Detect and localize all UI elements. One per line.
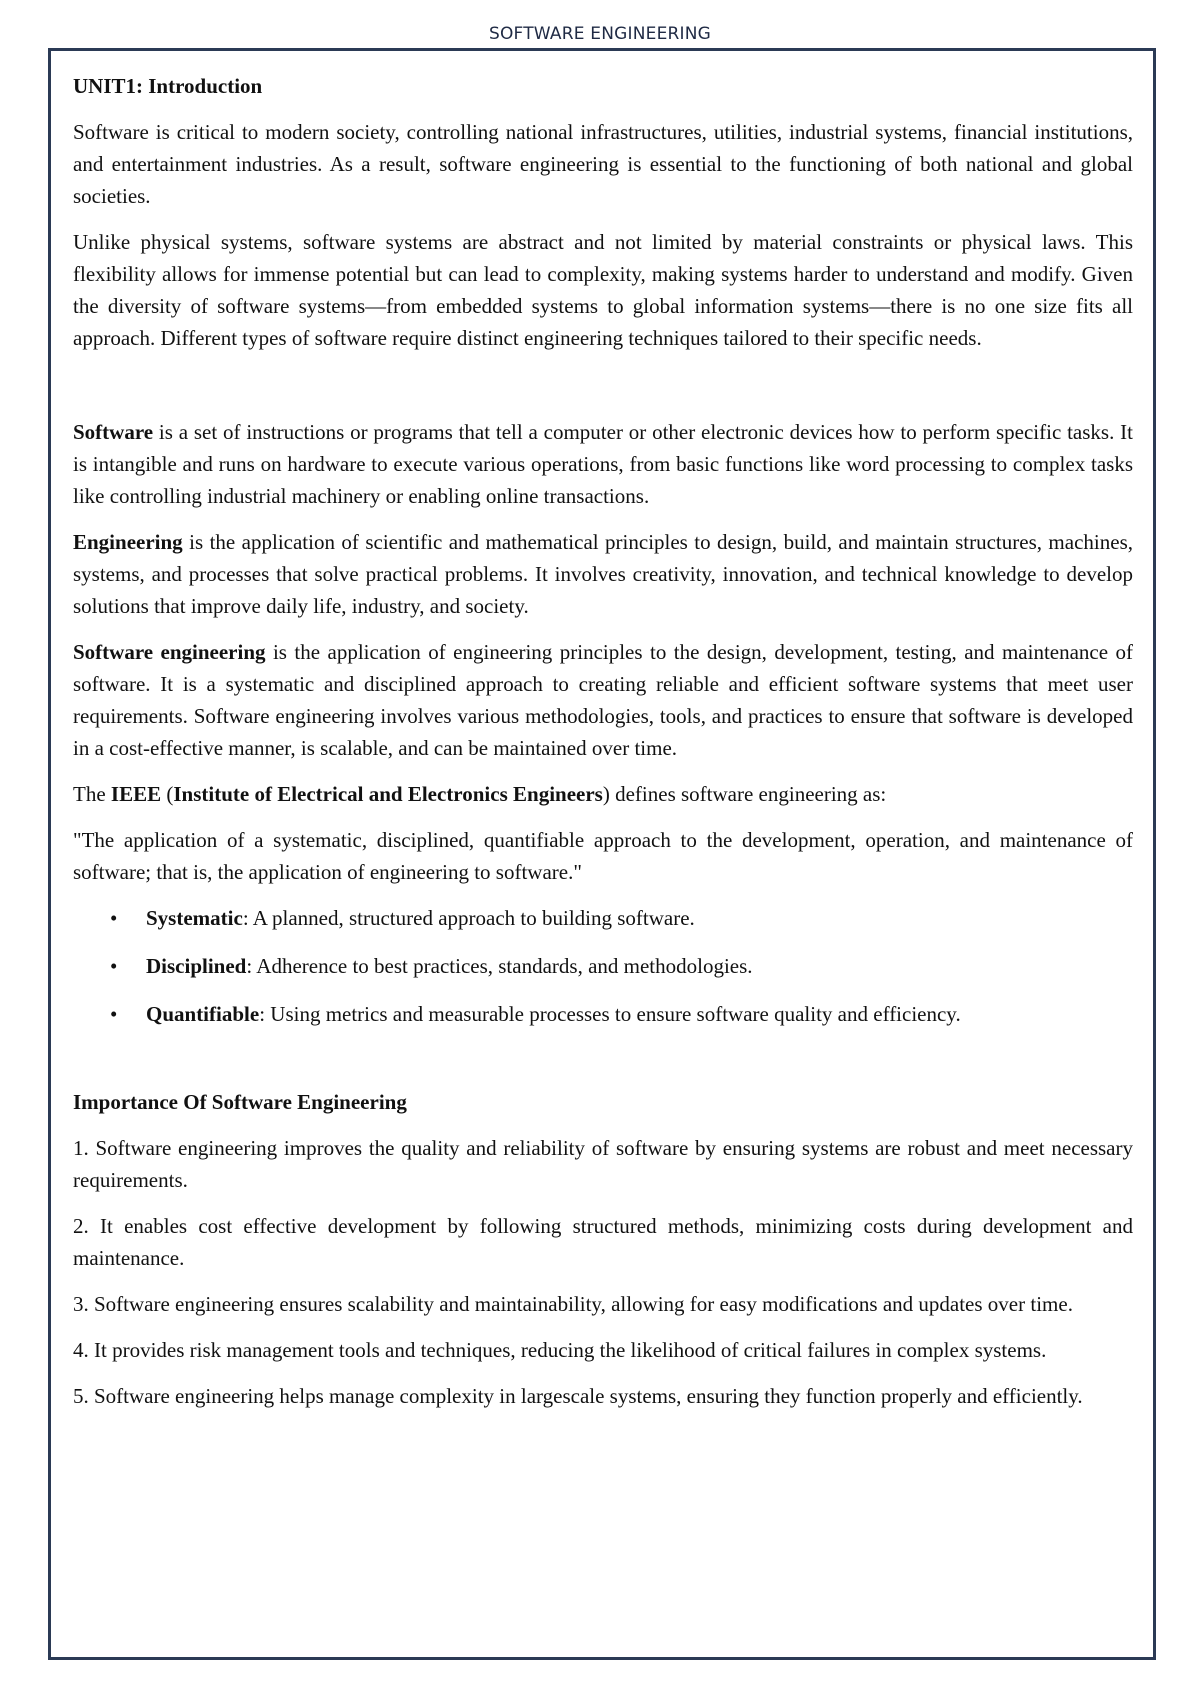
list-item — [73, 902, 1133, 934]
bullet-icon: • — [110, 954, 118, 978]
definition-term: Software — [73, 420, 154, 444]
spacer — [73, 1046, 1133, 1086]
definition-term: Software engineering — [73, 640, 266, 664]
definition-software — [73, 416, 1133, 512]
list-item — [73, 998, 1133, 1030]
definition-engineering — [73, 526, 1133, 622]
bullet-term: Disciplined — [146, 954, 247, 978]
definition-text: is a set of instructions or programs that tell a computer or other electronic devices how to perform specific tasks. It is intangible and runs on hardware to execute various operations, from basic functions like word processing to complex tasks like controlling industrial machinery or enabling online transactions. — [73, 420, 1133, 508]
bullet-icon: • — [110, 1002, 118, 1026]
bullet-term: Systematic — [146, 906, 243, 930]
importance-item: 3. Software engineering ensures scalability and maintainability, allowing for easy modifications and updates over time. — [73, 1292, 1073, 1316]
ieee-acronym: IEEE — [110, 782, 162, 806]
ieee-intro — [73, 778, 1133, 810]
definition-term: Engineering — [73, 530, 183, 554]
bullet-text: : Using metrics and measurable processes to ensure software quality and efficiency. — [259, 1002, 961, 1026]
bullet-text: : A planned, structured approach to building software. — [242, 906, 695, 930]
definition-software-engineering — [73, 636, 1133, 764]
intro-paragraph-1: Software is critical to modern society, controlling national infrastructures, utilities, industrial systems, financial institutions, and entertainment industries. As a result, software engineering is essential to the functioning of both national and global societies. — [73, 120, 1133, 208]
ieee-bullet-list — [73, 902, 1133, 1030]
bullet-text: : Adherence to best practices, standards, and methodologies. — [246, 954, 753, 978]
intro-paragraph-2: Unlike physical systems, software systems are abstract and not limited by material constraints or physical laws. This flexibility allows for immense potential but can lead to complexity, making systems harder to understand and modify. Given the diversity of software systems—from embedded systems to global information systems—there is no one size fits all approach. Different types of software require distinct engineering techniques tailored to their specific needs. — [73, 230, 1133, 350]
ieee-suffix: ) defines software engineering as: — [602, 782, 887, 806]
bullet-term: Quantifiable — [146, 1002, 260, 1026]
bullet-icon: • — [110, 906, 118, 930]
ieee-full-name: Institute of Electrical and Electronics Engineers — [173, 782, 603, 806]
definition-text: is the application of scientific and mathematical principles to design, build, and maintain structures, machines, systems, and processes that solve practical problems. It involves creativity, innovation, and technical knowledge to develop solutions that improve daily life, industry, and society. — [73, 530, 1133, 618]
page-header: SOFTWARE ENGINEERING — [488, 24, 712, 44]
ieee-open-paren: ( — [161, 782, 174, 806]
importance-item: 1. Software engineering improves the quality and reliability of software by ensuring systems are robust and meet necessary requirements. — [73, 1136, 1133, 1192]
importance-item: 5. Software engineering helps manage complexity in largescale systems, ensuring they function properly and efficiently. — [73, 1384, 1083, 1408]
spacer — [73, 368, 1133, 416]
unit-title: UNIT1: Introduction — [73, 74, 263, 98]
list-item — [73, 950, 1133, 982]
importance-item: 2. It enables cost effective development by following structured methods, minimizing costs during development and maintenance. — [73, 1214, 1133, 1270]
definition-text: is the application of engineering principles to the design, development, testing, and maintenance of software. It is a systematic and disciplined approach to creating reliable and efficient software systems that meet user requirements. Software engineering involves various methodologies, tools, and practices to ensure that software is developed in a cost-effective manner, is scalable, and can be maintained over time. — [73, 640, 1133, 760]
ieee-prefix: The — [73, 782, 111, 806]
importance-item: 4. It provides risk management tools and techniques, reducing the likelihood of critical failures in complex systems. — [73, 1338, 1047, 1362]
section-title: Importance Of Software Engineering — [73, 1090, 407, 1114]
ieee-quote: "The application of a systematic, disciplined, quantifiable approach to the development, operation, and maintenance of software; that is, the application of engineering to software." — [73, 828, 1133, 884]
document-body — [73, 70, 1133, 1426]
